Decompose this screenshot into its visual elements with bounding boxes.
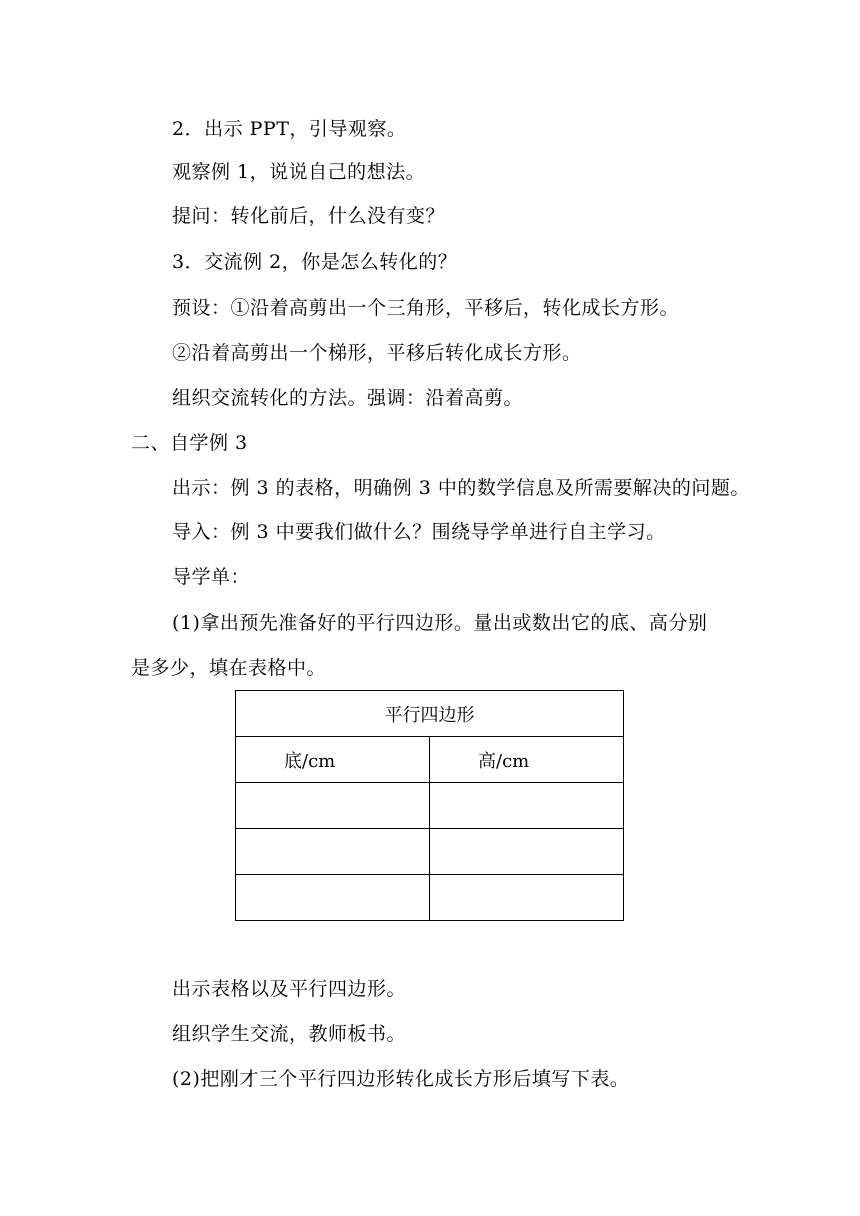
table-cell[interactable] (430, 783, 624, 829)
parallelogram-table (235, 690, 624, 921)
paragraph: (2)把刚才三个平行四边形转化成长方形后填写下表。 (172, 1068, 630, 1090)
paragraph: 导学单： (172, 566, 251, 588)
table-cell[interactable] (430, 829, 624, 875)
table-row (236, 875, 624, 921)
paragraph: (1)拿出预先准备好的平行四边形。量出或数出它的底、高分别 (172, 612, 708, 634)
table-cell[interactable] (236, 875, 430, 921)
table-cell[interactable] (236, 783, 430, 829)
table-title: 平行四边形 (236, 691, 624, 737)
table-header-row (236, 737, 624, 783)
paragraph: 提问：转化前后，什么没有变？ (172, 205, 446, 227)
section-heading: 二、自学例 3 (131, 432, 248, 454)
paragraph: 出示：例 3 的表格，明确例 3 中的数学信息及所需要解决的问题。 (172, 477, 750, 499)
paragraph: 导入：例 3 中要我们做什么？围绕导学单进行自主学习。 (172, 521, 666, 543)
table-row (236, 783, 624, 829)
paragraph: ②沿着高剪出一个梯形，平移后转化成长方形。 (172, 342, 582, 364)
table-title-row (236, 691, 624, 737)
header-base: 底/cm (236, 737, 430, 783)
paragraph: 组织学生交流，教师板书。 (172, 1023, 407, 1045)
paragraph-continuation: 是多少，填在表格中。 (131, 657, 327, 679)
paragraph: 3．交流例 2，你是怎么转化的？ (172, 251, 458, 273)
paragraph: 出示表格以及平行四边形。 (172, 978, 407, 1000)
table-cell[interactable] (236, 829, 430, 875)
paragraph: 预设：①沿着高剪出一个三角形，平移后，转化成长方形。 (172, 297, 680, 319)
paragraph: 2．出示 PPT，引导观察。 (172, 118, 407, 140)
paragraph: 观察例 1，说说自己的想法。 (172, 161, 426, 183)
header-height: 高/cm (430, 737, 624, 783)
table-cell[interactable] (430, 875, 624, 921)
paragraph: 组织交流转化的方法。强调：沿着高剪。 (172, 387, 524, 409)
table-row (236, 829, 624, 875)
